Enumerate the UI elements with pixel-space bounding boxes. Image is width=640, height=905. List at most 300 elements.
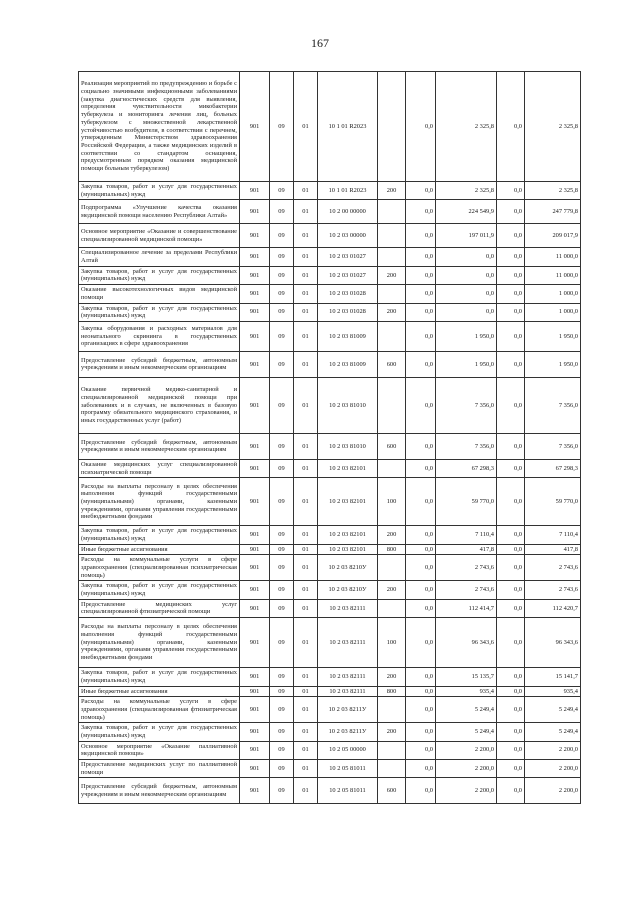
amount-a-cell: 0,0	[406, 741, 436, 759]
admin-code-cell: 901	[240, 723, 270, 741]
expense-type-cell: 200	[378, 526, 406, 544]
expense-type-cell: 200	[378, 581, 406, 599]
expense-type-cell: 100	[378, 618, 406, 668]
amount-a-cell: 0,0	[406, 303, 436, 321]
admin-code-cell: 901	[240, 285, 270, 303]
row-name-cell: Оказание медицинских услуг специализированной психиатрической помощи	[79, 459, 240, 477]
row-name-cell: Закупка товаров, работ и услуг для государственных (муниципальных) нужд	[79, 182, 240, 200]
subsection-cell: 01	[294, 72, 318, 182]
amount-b-cell: 7 110,4	[436, 526, 497, 544]
table-row	[79, 581, 581, 599]
table-row	[79, 618, 581, 668]
amount-a-cell: 0,0	[406, 351, 436, 377]
amount-a-cell: 0,0	[406, 248, 436, 266]
section-cell: 09	[270, 248, 294, 266]
amount-b-cell: 1 950,0	[436, 321, 497, 351]
expense-type-cell	[378, 760, 406, 778]
row-name-cell: Предоставление медицинских услуг по паллиативной помощи	[79, 760, 240, 778]
expense-type-cell	[378, 224, 406, 248]
amount-d-cell: 0,0	[497, 377, 525, 433]
table-row	[79, 200, 581, 224]
subsection-cell: 01	[294, 321, 318, 351]
amount-b-cell: 2 200,0	[436, 778, 497, 804]
subsection-cell: 01	[294, 182, 318, 200]
admin-code-cell: 901	[240, 581, 270, 599]
row-name-cell: Закупка товаров, работ и услуг для государственных (муниципальных) нужд	[79, 266, 240, 284]
amount-a-cell: 0,0	[406, 266, 436, 284]
amount-b-cell: 2 200,0	[436, 760, 497, 778]
target-article-cell: 10 1 01 R2023	[318, 72, 378, 182]
amount-b-cell: 67 298,3	[436, 459, 497, 477]
subsection-cell: 01	[294, 285, 318, 303]
amount-d-cell: 0,0	[497, 224, 525, 248]
amount-b-cell: 2 743,6	[436, 581, 497, 599]
section-cell: 09	[270, 741, 294, 759]
expense-type-cell	[378, 321, 406, 351]
target-article-cell: 10 2 05 81011	[318, 760, 378, 778]
admin-code-cell: 901	[240, 778, 270, 804]
target-article-cell: 10 2 03 01028	[318, 303, 378, 321]
amount-a-cell: 0,0	[406, 760, 436, 778]
expense-type-cell	[378, 285, 406, 303]
target-article-cell: 10 2 03 81009	[318, 321, 378, 351]
amount-b-cell: 96 343,6	[436, 618, 497, 668]
amount-d-cell: 0,0	[497, 618, 525, 668]
row-name-cell: Закупка товаров, работ и услуг для государственных (муниципальных) нужд	[79, 526, 240, 544]
subsection-cell: 01	[294, 686, 318, 697]
amount-total-cell: 15 141,7	[525, 668, 581, 686]
section-cell: 09	[270, 433, 294, 459]
expense-type-cell: 800	[378, 686, 406, 697]
subsection-cell: 01	[294, 555, 318, 581]
section-cell: 09	[270, 200, 294, 224]
amount-d-cell: 0,0	[497, 248, 525, 266]
amount-d-cell: 0,0	[497, 266, 525, 284]
section-cell: 09	[270, 303, 294, 321]
row-name-cell: Предоставление медицинских услуг специализированной фтизиатрической помощи	[79, 599, 240, 617]
subsection-cell: 01	[294, 668, 318, 686]
table-row	[79, 248, 581, 266]
section-cell: 09	[270, 266, 294, 284]
row-name-cell: Расходы на выплаты персоналу в целях обеспечения выполнения функций государственными (муниципальными) органами, казенными учреждениями, органами управления государственными внебюджетными фондами	[79, 478, 240, 526]
subsection-cell: 01	[294, 599, 318, 617]
amount-b-cell: 0,0	[436, 266, 497, 284]
admin-code-cell: 901	[240, 478, 270, 526]
row-name-cell: Закупка товаров, работ и услуг для государственных (муниципальных) нужд	[79, 581, 240, 599]
amount-d-cell: 0,0	[497, 72, 525, 182]
row-name-cell: Закупка товаров, работ и услуг для государственных (муниципальных) нужд	[79, 723, 240, 741]
amount-a-cell: 0,0	[406, 321, 436, 351]
amount-d-cell: 0,0	[497, 723, 525, 741]
expense-type-cell: 600	[378, 433, 406, 459]
section-cell: 09	[270, 459, 294, 477]
subsection-cell: 01	[294, 478, 318, 526]
amount-total-cell: 5 249,4	[525, 723, 581, 741]
row-name-cell: Предоставление субсидий бюджетным, автономным учреждениям и иным некоммерческим организациям	[79, 778, 240, 804]
admin-code-cell: 901	[240, 303, 270, 321]
admin-code-cell: 901	[240, 351, 270, 377]
budget-table	[78, 71, 581, 804]
target-article-cell: 10 2 03 01027	[318, 266, 378, 284]
target-article-cell: 10 2 03 82101	[318, 544, 378, 555]
row-name-cell: Основное мероприятие «Оказание и совершенствование специализированной медицинской помощи»	[79, 224, 240, 248]
subsection-cell: 01	[294, 377, 318, 433]
target-article-cell: 10 2 00 00000	[318, 200, 378, 224]
amount-a-cell: 0,0	[406, 478, 436, 526]
amount-a-cell: 0,0	[406, 697, 436, 723]
section-cell: 09	[270, 182, 294, 200]
section-cell: 09	[270, 377, 294, 433]
target-article-cell: 10 2 03 82101	[318, 459, 378, 477]
amount-total-cell: 2 200,0	[525, 760, 581, 778]
amount-b-cell: 224 549,9	[436, 200, 497, 224]
expense-type-cell: 600	[378, 778, 406, 804]
expense-type-cell: 200	[378, 266, 406, 284]
amount-d-cell: 0,0	[497, 526, 525, 544]
table-row	[79, 303, 581, 321]
amount-a-cell: 0,0	[406, 668, 436, 686]
admin-code-cell: 901	[240, 182, 270, 200]
amount-d-cell: 0,0	[497, 668, 525, 686]
section-cell: 09	[270, 555, 294, 581]
amount-total-cell: 2 200,0	[525, 778, 581, 804]
section-cell: 09	[270, 224, 294, 248]
amount-b-cell: 935,4	[436, 686, 497, 697]
row-name-cell: Подпрограмма «Улучшение качества оказания медицинской помощи населению Республики Алтай»	[79, 200, 240, 224]
section-cell: 09	[270, 351, 294, 377]
table-row	[79, 544, 581, 555]
subsection-cell: 01	[294, 526, 318, 544]
target-article-cell: 10 2 03 82101	[318, 478, 378, 526]
expense-type-cell: 200	[378, 303, 406, 321]
amount-a-cell: 0,0	[406, 723, 436, 741]
table-row	[79, 266, 581, 284]
amount-total-cell: 2 743,6	[525, 581, 581, 599]
amount-total-cell: 96 343,6	[525, 618, 581, 668]
admin-code-cell: 901	[240, 760, 270, 778]
subsection-cell: 01	[294, 581, 318, 599]
section-cell: 09	[270, 526, 294, 544]
subsection-cell: 01	[294, 200, 318, 224]
row-name-cell: Закупка товаров, работ и услуг для государственных (муниципальных) нужд	[79, 668, 240, 686]
amount-a-cell: 0,0	[406, 433, 436, 459]
subsection-cell: 01	[294, 723, 318, 741]
amount-total-cell: 59 770,0	[525, 478, 581, 526]
amount-total-cell: 2 200,0	[525, 741, 581, 759]
amount-d-cell: 0,0	[497, 285, 525, 303]
admin-code-cell: 901	[240, 686, 270, 697]
expense-type-cell: 200	[378, 182, 406, 200]
amount-total-cell: 209 017,9	[525, 224, 581, 248]
row-name-cell: Расходы на выплаты персоналу в целях обеспечения выполнения функций государственными (муниципальными) органами, казенными учреждениями, органами управления государственными внебюджетными фондами	[79, 618, 240, 668]
amount-total-cell: 2 325,8	[525, 182, 581, 200]
table-row	[79, 760, 581, 778]
target-article-cell: 10 2 03 8211У	[318, 723, 378, 741]
amount-total-cell: 5 249,4	[525, 697, 581, 723]
amount-d-cell: 0,0	[497, 760, 525, 778]
amount-d-cell: 0,0	[497, 697, 525, 723]
row-name-cell: Оказание высокотехнологичных видов медицинской помощи	[79, 285, 240, 303]
subsection-cell: 01	[294, 778, 318, 804]
amount-b-cell: 5 249,4	[436, 723, 497, 741]
amount-d-cell: 0,0	[497, 778, 525, 804]
section-cell: 09	[270, 668, 294, 686]
subsection-cell: 01	[294, 544, 318, 555]
admin-code-cell: 901	[240, 459, 270, 477]
amount-d-cell: 0,0	[497, 182, 525, 200]
expense-type-cell	[378, 741, 406, 759]
amount-d-cell: 0,0	[497, 351, 525, 377]
amount-a-cell: 0,0	[406, 778, 436, 804]
row-name-cell: Предоставление субсидий бюджетным, автономным учреждениям и иным некоммерческим организациям	[79, 433, 240, 459]
target-article-cell: 10 2 05 00000	[318, 741, 378, 759]
expense-type-cell	[378, 377, 406, 433]
admin-code-cell: 901	[240, 668, 270, 686]
admin-code-cell: 901	[240, 526, 270, 544]
row-name-cell: Специализированное лечение за пределами Республики Алтай	[79, 248, 240, 266]
table-body	[79, 72, 581, 804]
row-name-cell: Закупка оборудования и расходных материалов для неонатального скрининга в государственных организациях в сфере здравоохранения	[79, 321, 240, 351]
amount-d-cell: 0,0	[497, 581, 525, 599]
amount-total-cell: 7 356,0	[525, 433, 581, 459]
amount-a-cell: 0,0	[406, 544, 436, 555]
subsection-cell: 01	[294, 224, 318, 248]
expense-type-cell	[378, 555, 406, 581]
amount-d-cell: 0,0	[497, 200, 525, 224]
amount-b-cell: 2 325,8	[436, 182, 497, 200]
amount-b-cell: 0,0	[436, 303, 497, 321]
row-name-cell: Иные бюджетные ассигнования	[79, 544, 240, 555]
expense-type-cell: 200	[378, 723, 406, 741]
section-cell: 09	[270, 478, 294, 526]
admin-code-cell: 901	[240, 248, 270, 266]
admin-code-cell: 901	[240, 741, 270, 759]
amount-b-cell: 2 325,8	[436, 72, 497, 182]
table-row	[79, 72, 581, 182]
section-cell: 09	[270, 778, 294, 804]
table-row	[79, 697, 581, 723]
row-name-cell: Оказание первичной медико-санитарной и специализированной медицинской помощи при заболеваниях и в случаях, не включенных в базовую программу обязательного медицинского страхования, и иных государственных услуг (работ)	[79, 377, 240, 433]
table-row	[79, 285, 581, 303]
subsection-cell: 01	[294, 760, 318, 778]
section-cell: 09	[270, 686, 294, 697]
admin-code-cell: 901	[240, 555, 270, 581]
amount-a-cell: 0,0	[406, 599, 436, 617]
admin-code-cell: 901	[240, 321, 270, 351]
section-cell: 09	[270, 72, 294, 182]
target-article-cell: 10 2 03 82111	[318, 599, 378, 617]
amount-total-cell: 1 950,0	[525, 351, 581, 377]
amount-d-cell: 0,0	[497, 741, 525, 759]
amount-b-cell: 5 249,4	[436, 697, 497, 723]
target-article-cell: 10 2 03 8211У	[318, 697, 378, 723]
subsection-cell: 01	[294, 351, 318, 377]
amount-b-cell: 15 135,7	[436, 668, 497, 686]
amount-a-cell: 0,0	[406, 618, 436, 668]
target-article-cell: 10 2 03 82101	[318, 526, 378, 544]
amount-a-cell: 0,0	[406, 377, 436, 433]
expense-type-cell	[378, 72, 406, 182]
table-row	[79, 686, 581, 697]
page-number: 167	[311, 36, 329, 50]
admin-code-cell: 901	[240, 224, 270, 248]
target-article-cell: 10 2 03 01027	[318, 248, 378, 266]
target-article-cell: 10 1 01 R2023	[318, 182, 378, 200]
target-article-cell: 10 2 05 81011	[318, 778, 378, 804]
expense-type-cell	[378, 599, 406, 617]
table-row	[79, 182, 581, 200]
admin-code-cell: 901	[240, 200, 270, 224]
section-cell: 09	[270, 760, 294, 778]
amount-total-cell: 67 298,3	[525, 459, 581, 477]
amount-d-cell: 0,0	[497, 478, 525, 526]
amount-total-cell: 1 000,0	[525, 303, 581, 321]
table-row	[79, 224, 581, 248]
row-name-cell: Предоставление субсидий бюджетным, автономным учреждениям и иным некоммерческим организациям	[79, 351, 240, 377]
expense-type-cell: 600	[378, 351, 406, 377]
table-row	[79, 459, 581, 477]
table-row	[79, 377, 581, 433]
admin-code-cell: 901	[240, 544, 270, 555]
section-cell: 09	[270, 321, 294, 351]
subsection-cell: 01	[294, 303, 318, 321]
section-cell: 09	[270, 618, 294, 668]
row-name-cell: Основное мероприятие «Оказание паллиативной медицинской помощи»	[79, 741, 240, 759]
amount-b-cell: 1 950,0	[436, 351, 497, 377]
amount-b-cell: 0,0	[436, 285, 497, 303]
section-cell: 09	[270, 697, 294, 723]
amount-b-cell: 59 770,0	[436, 478, 497, 526]
amount-total-cell: 2 743,6	[525, 555, 581, 581]
admin-code-cell: 901	[240, 377, 270, 433]
row-name-cell: Расходы на коммунальные услуги в сфере здравоохранения (специализированная психиатрическая помощь)	[79, 555, 240, 581]
section-cell: 09	[270, 544, 294, 555]
table-row	[79, 526, 581, 544]
row-name-cell: Иные бюджетные ассигнования	[79, 686, 240, 697]
table-row	[79, 778, 581, 804]
table-row	[79, 351, 581, 377]
amount-a-cell: 0,0	[406, 459, 436, 477]
target-article-cell: 10 2 03 82111	[318, 668, 378, 686]
amount-a-cell: 0,0	[406, 526, 436, 544]
amount-b-cell: 0,0	[436, 248, 497, 266]
amount-b-cell: 7 356,0	[436, 377, 497, 433]
section-cell: 09	[270, 285, 294, 303]
amount-b-cell: 197 011,9	[436, 224, 497, 248]
amount-d-cell: 0,0	[497, 686, 525, 697]
table-row	[79, 321, 581, 351]
amount-d-cell: 0,0	[497, 555, 525, 581]
target-article-cell: 10 2 03 82111	[318, 618, 378, 668]
amount-a-cell: 0,0	[406, 224, 436, 248]
amount-a-cell: 0,0	[406, 555, 436, 581]
subsection-cell: 01	[294, 741, 318, 759]
section-cell: 09	[270, 723, 294, 741]
table-row	[79, 555, 581, 581]
amount-d-cell: 0,0	[497, 303, 525, 321]
amount-total-cell: 7 110,4	[525, 526, 581, 544]
amount-b-cell: 2 200,0	[436, 741, 497, 759]
subsection-cell: 01	[294, 266, 318, 284]
target-article-cell: 10 2 03 8210У	[318, 555, 378, 581]
amount-a-cell: 0,0	[406, 285, 436, 303]
subsection-cell: 01	[294, 618, 318, 668]
table-row	[79, 741, 581, 759]
amount-total-cell: 112 420,7	[525, 599, 581, 617]
subsection-cell: 01	[294, 459, 318, 477]
amount-a-cell: 0,0	[406, 581, 436, 599]
amount-total-cell: 1 950,0	[525, 321, 581, 351]
amount-d-cell: 0,0	[497, 459, 525, 477]
target-article-cell: 10 2 03 82111	[318, 686, 378, 697]
amount-total-cell: 11 000,0	[525, 266, 581, 284]
target-article-cell: 10 2 03 81010	[318, 377, 378, 433]
amount-total-cell: 7 356,0	[525, 377, 581, 433]
table-row	[79, 723, 581, 741]
amount-d-cell: 0,0	[497, 433, 525, 459]
admin-code-cell: 901	[240, 433, 270, 459]
amount-d-cell: 0,0	[497, 599, 525, 617]
row-name-cell: Закупка товаров, работ и услуг для государственных (муниципальных) нужд	[79, 303, 240, 321]
expense-type-cell	[378, 200, 406, 224]
amount-a-cell: 0,0	[406, 72, 436, 182]
subsection-cell: 01	[294, 433, 318, 459]
expense-type-cell: 800	[378, 544, 406, 555]
table-row	[79, 433, 581, 459]
amount-b-cell: 2 743,6	[436, 555, 497, 581]
amount-d-cell: 0,0	[497, 544, 525, 555]
target-article-cell: 10 2 03 01028	[318, 285, 378, 303]
subsection-cell: 01	[294, 697, 318, 723]
row-name-cell: Реализация мероприятий по предупреждению и борьбе с социально значимыми инфекционными заболеваниями (закупка диагностических средств для выявления, определения чувствительности микобактерии туберкулеза и мониторинга лечения лиц, больных туберкулезом с множественной лекарственной устойчивостью возбудителя, в соответствии с перечнем, утвержденным Министерством здравоохранения Российской Федерации, а также медицинских изделий в соответствии со стандартом оснащения, предусмотренным порядком оказания медицинской помощи больным туберкулезом)	[79, 72, 240, 182]
section-cell: 09	[270, 599, 294, 617]
target-article-cell: 10 2 03 81009	[318, 351, 378, 377]
amount-b-cell: 112 414,7	[436, 599, 497, 617]
amount-d-cell: 0,0	[497, 321, 525, 351]
amount-total-cell: 417,8	[525, 544, 581, 555]
subsection-cell: 01	[294, 248, 318, 266]
expense-type-cell	[378, 697, 406, 723]
amount-a-cell: 0,0	[406, 200, 436, 224]
admin-code-cell: 901	[240, 697, 270, 723]
expense-type-cell	[378, 248, 406, 266]
target-article-cell: 10 2 03 00000	[318, 224, 378, 248]
amount-total-cell: 11 000,0	[525, 248, 581, 266]
expense-type-cell: 100	[378, 478, 406, 526]
admin-code-cell: 901	[240, 266, 270, 284]
amount-total-cell: 1 000,0	[525, 285, 581, 303]
section-cell: 09	[270, 581, 294, 599]
amount-b-cell: 7 356,0	[436, 433, 497, 459]
amount-total-cell: 2 325,8	[525, 72, 581, 182]
amount-total-cell: 935,4	[525, 686, 581, 697]
amount-b-cell: 417,8	[436, 544, 497, 555]
amount-a-cell: 0,0	[406, 182, 436, 200]
table-row	[79, 668, 581, 686]
target-article-cell: 10 2 03 8210У	[318, 581, 378, 599]
admin-code-cell: 901	[240, 599, 270, 617]
expense-type-cell	[378, 459, 406, 477]
expense-type-cell: 200	[378, 668, 406, 686]
admin-code-cell: 901	[240, 72, 270, 182]
amount-a-cell: 0,0	[406, 686, 436, 697]
admin-code-cell: 901	[240, 618, 270, 668]
row-name-cell: Расходы на коммунальные услуги в сфере здравоохранения (специализированная фтизиатрическая помощь)	[79, 697, 240, 723]
table-row	[79, 599, 581, 617]
target-article-cell: 10 2 03 81010	[318, 433, 378, 459]
amount-total-cell: 247 779,8	[525, 200, 581, 224]
table-row	[79, 478, 581, 526]
